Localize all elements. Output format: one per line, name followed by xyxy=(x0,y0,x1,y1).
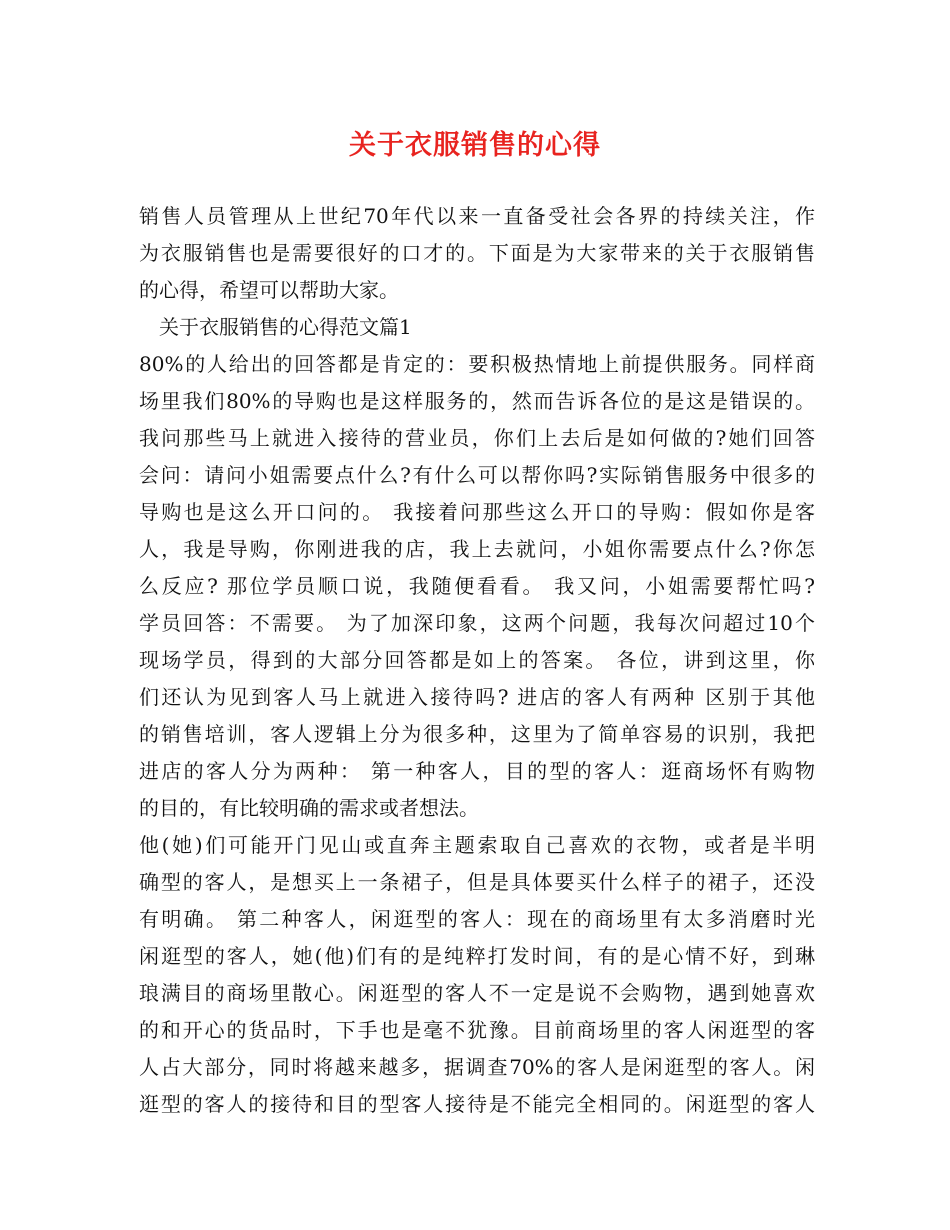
body-line: 导购也是这么开口问的。 我接着问那些这么开口的导购：假如你是客 xyxy=(139,500,815,524)
body-line: 琅满目的商场里散心。闲逛型的客人不一定是说不会购物，遇到她喜欢 xyxy=(139,981,815,1005)
body-line: 会问：请问小姐需要点什么?有什么可以帮你吗?实际销售服务中很多的 xyxy=(139,463,815,487)
body-line: 80%的人给出的回答都是肯定的：要积极热情地上前提供服务。同样商 xyxy=(139,352,815,376)
body-line: 我问那些马上就进入接待的营业员，你们上去后是如何做的?她们回答 xyxy=(139,426,815,450)
body-line: 场里我们80%的导购也是这样服务的，然而告诉各位的是这是错误的。 xyxy=(139,389,815,413)
body-line: 们还认为见到客人马上就进入接待吗? 进店的客人有两种 区别于其他 xyxy=(139,685,815,709)
body-line: 人，我是导购，你刚进我的店，我上去就问，小姐你需要点什么?你怎 xyxy=(139,537,815,561)
body-line: 逛型的客人的接待和目的型客人接待是不能完全相同的。闲逛型的客人 xyxy=(139,1092,815,1116)
body-line: 的心得，希望可以帮助大家。 xyxy=(139,278,399,302)
body-line: 他(她)们可能开门见山或直奔主题索取自己喜欢的衣物，或者是半明 xyxy=(139,833,815,857)
body-line: 有明确。 第二种客人，闲逛型的客人：现在的商场里有太多消磨时光 xyxy=(139,907,815,931)
body-line: 确型的客人，是想买上一条裙子，但是具体要买什么样子的裙子，还没 xyxy=(139,870,815,894)
body-line: 的和开心的货品时，下手也是毫不犹豫。目前商场里的客人闲逛型的客 xyxy=(139,1018,815,1042)
body-line: 的目的，有比较明确的需求或者想法。 xyxy=(139,796,479,820)
body-line: 为衣服销售也是需要很好的口才的。下面是为大家带来的关于衣服销售 xyxy=(139,241,815,265)
body-line: 的销售培训，客人逻辑上分为很多种，这里为了简单容易的识别，我把 xyxy=(139,722,815,746)
body-line: 闲逛型的客人，她(他)们有的是纯粹打发时间，有的是心情不好，到琳 xyxy=(139,944,815,968)
body-line: 进店的客人分为两种： 第一种客人，目的型的客人：逛商场怀有购物 xyxy=(139,759,815,783)
body-line: 现场学员，得到的大部分回答都是如上的答案。 各位，讲到这里，你 xyxy=(139,648,815,672)
body-line: 么反应? 那位学员顺口说，我随便看看。 我又问，小姐需要帮忙吗? xyxy=(139,574,815,598)
section-heading: 关于衣服销售的心得范文篇1 xyxy=(139,315,412,339)
body-line: 学员回答：不需要。 为了加深印象，这两个问题，我每次问超过10个 xyxy=(139,611,815,635)
body-line: 销售人员管理从上世纪70年代以来一直备受社会各界的持续关注，作 xyxy=(139,204,815,228)
document-body xyxy=(139,198,815,1123)
body-line: 人占大部分，同时将越来越多，据调查70%的客人是闲逛型的客人。闲 xyxy=(139,1055,815,1079)
document-title: 关于衣服销售的心得 xyxy=(349,130,601,161)
